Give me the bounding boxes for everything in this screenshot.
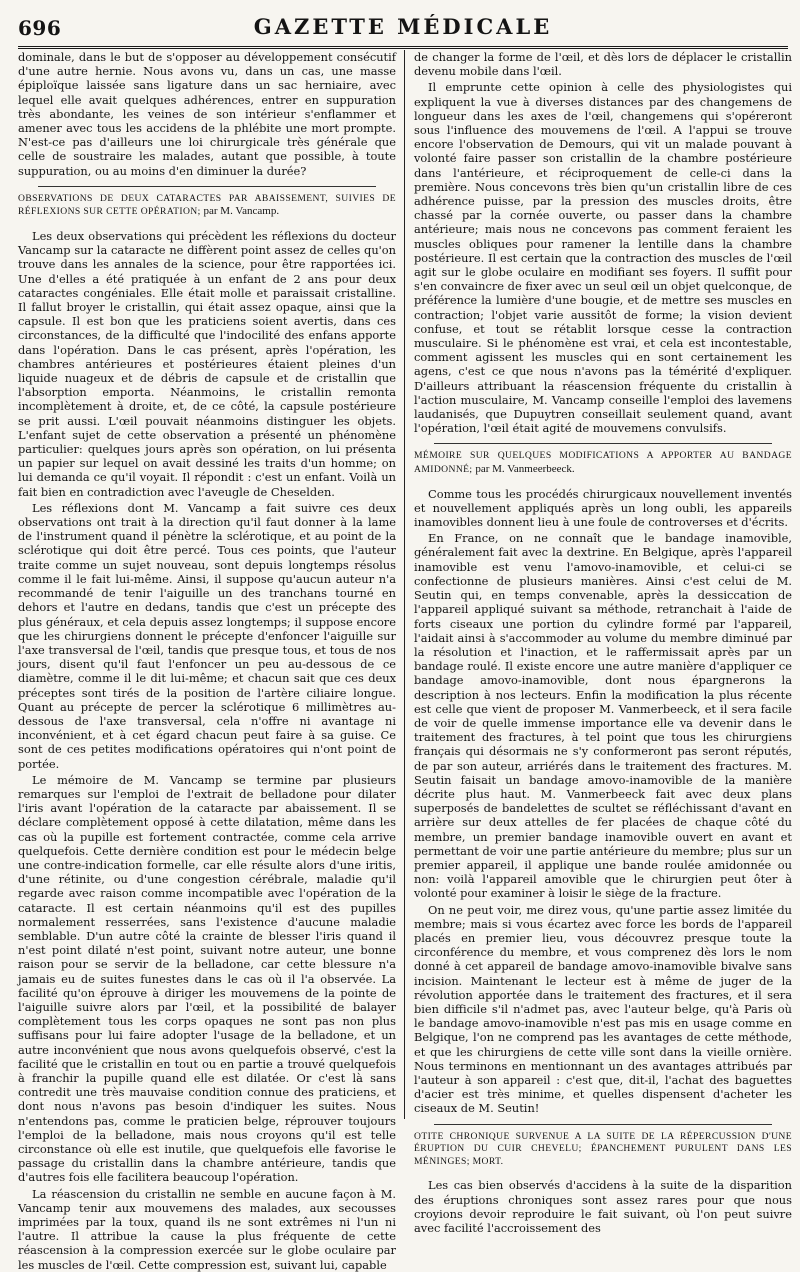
right-column: [405, 50, 792, 1235]
page-number: 696: [18, 16, 62, 40]
body-paragraph: Comme tous les procédés chirurgicaux nouvellement inventés et nouvellement appliqués après un long oubli, les appareils inamovibles donnent lieu à une foule de controverses et d'écrits.: [414, 486, 792, 530]
body-paragraph: On ne peut voir, me direz vous, qu'une partie assez limitée du membre; mais si vous écartez avec force les bords de l'appareil placés en premier lieu, vous découvrez presque toute la circonférence du membre, et vous comprenez dès lors le nom donné à cet appareil de bandage amovo-inamovible bivalve sans incision. Maintenant le lecteur est à même de juger de la révolution apportée dans le traitement des fractures, et il sera bien difficile s'il n'admet pas, avec l'auteur belge, qu'à Paris où le bandage amovo-inamovible n'est pas mis en usage comme en Belgique, l'on ne comprend pas les avantages de cette méthode, et que les chirurgiens de cette ville sont dans la vieille ornière. Nous terminons en mentionnant un des avantages attribués par l'auteur à son appareil : c'est que, dit-il, l'achat des baguettes d'acier est très minime, et quelles dispensent d'acheter les ciseaux de M. Seutin!: [414, 902, 792, 1116]
section-title-cataracts: [18, 193, 396, 219]
section-divider: [434, 443, 772, 444]
section-title-bandage: [414, 450, 792, 476]
body-paragraph: Les cas bien observés d'accidens à la suite de la disparition des éruptions chroniques sont assez rares pour que nous croyions devoir reproduire le fait suivant, où l'on peut suivre avec facilité l'accroissement des: [414, 1178, 792, 1235]
left-column: [18, 50, 404, 1272]
section-author: par M. Vancamp.: [203, 205, 280, 218]
body-paragraph: Il emprunte cette opinion à celle des physiologistes qui expliquent la vue à diverses distances par des changemens de longueur dans les axes de l'œil, changemens qui s'opéreront sous l'influence des mouvemens de l'œil. A l'appui se trouve encore l'observation de Demours, qui vit un malade pouvant à volonté faire passer son cristallin de la chambre postérieure dans l'antérieure, et réciproquement de celle-ci dans la première. Nous concevons très bien qu'un cristallin libre de ces adhérence puisse, par la pression des muscles droits, être chassé par la cornée ouverte, ou passer dans la chambre antérieure; mais nous ne concevons pas comment feraient les muscles obliques pour ramener la lentille dans la chambre postérieure. Il est certain que la contraction des muscles de l'œil agit sur le globe oculaire en modifiant ses foyers. Il suffit pour s'en convaincre de fixer avec un seul œil un objet quelconque, de préférence la lumière d'une bougie, et de mettre ses muscles en contraction; l'objet varie aussitôt de forme; la vision devient confuse, et tout se rétablit lorsque cesse la contraction musculaire. Si le phénomène est vrai, et cela est incontestable, comment agissent les muscles qui en sont certainement les agens, c'est ce que nous n'avons pas la témérité d'expliquer. D'ailleurs attribuant la réascension fréquente du cristallin à l'action musculaire, M. Vancamp conseille l'emploi des lavemens laudanisés, que Dupuytren conseillait seulement quand, avant l'opération, l'œil était agité de mouvemens convulsifs.: [414, 80, 792, 436]
body-paragraph: La réascension du cristallin ne semble en aucune façon à M. Vancamp tenir aux mouvemens des malades, aux secousses imprimées par la toux, quand ils ne sont extrêmes ni l'un ni l'autre. Il attribue la cause la plus fréquente de cette réascension à la compression exercée sur le globe oculaire par les muscles de l'œil. Cette compression est, suivant lui, capable: [18, 1186, 396, 1272]
article-columns: [18, 50, 792, 1272]
section-author: par M. Vanmeerbeeck.: [475, 463, 575, 476]
continued-paragraph: dominale, dans le but de s'opposer au développement consécutif d'une autre hernie. Nous avons vu, dans un cas, une masse épiploïque laissée sans ligature dans un sac herniaire, avec lequel elle avait quelques adhérences, entrer en suppuration très abondante, les veines de son intérieur s'enflammer et amener avec tous les accidens de la phlébite une mort prompte. N'est-ce pas d'ailleurs une loi chirurgicale très générale que celle de soustraire les malades, autant que possible, à toute suppuration, ou au moins d'en diminuer la durée?: [18, 50, 396, 178]
body-paragraph: Le mémoire de M. Vancamp se termine par plusieurs remarques sur l'emploi de l'extrait de belladone pour dilater l'iris avant l'opération de la cataracte par abaissement. Il se déclare complètement opposé à cette dilatation, même dans les cas où la pupille est fortement contractée, comme cela arrive quelquefois. Cette dernière condition est pour le médecin belge une contre-indication formelle, car elle résulte alors d'une iritis, d'une rétinite, ou d'une congestion cérébrale, maladie qu'il regarde avec raison comme incompatible avec l'opération de la cataracte. Il est certain néanmoins qu'il est des pupilles normalement resserrées, sans l'existence d'aucune maladie semblable. D'un autre côté la crainte de blesser l'iris quand il n'est point dilaté n'est point, suivant notre auteur, une bonne raison pour se servir de la belladone, car cette blessure n'a jamais eu de suites funestes dans le cas où il l'a observée. La facilité qu'on éprouve à diriger les mouvemens de la pointe de l'aiguille suivre alors par l'œil, et la possibilité de balayer complètement tous les corps opaques ne sont pas non plus suffisans pour lui faire adopter l'usage de la belladone, et un autre inconvénient que nous avons quelquefois observé, c'est la facilité que le cristallin en tout ou en partie a trouvé quelquefois à franchir la pupille quand elle est dilatée. Or c'est là sans contredit une très mauvaise condition connue des praticiens, et dont nous n'avons pas besoin d'indiquer les suites. Nous n'entendons pas, comme le praticien belge, réprouver toujours l'emploi de la belladone, mais nous croyons qu'il est telle circonstance où elle est inutile, que quelquefois elle favorise le passage du cristallin dans la chambre antérieure, tandis que d'autres fois elle facilitera beaucoup l'opération.: [18, 772, 396, 1185]
continued-paragraph: de changer la forme de l'œil, et dès lors de déplacer le cristallin devenu mobile dans l'œil.: [414, 50, 792, 79]
section-title-text: MÉMOIRE SUR QUELQUES MODIFICATIONS A APPORTER AU BANDAGE AMIDONNÉ;: [414, 450, 792, 476]
journal-title: GAZETTE MÉDICALE: [253, 14, 553, 39]
page-header: [18, 10, 788, 49]
body-paragraph: En France, on ne connaît que le bandage inamovible, généralement fait avec la dextrine. En Belgique, après l'appareil inamovible est venu l'amovo-inamovible, et celui-ci se confectionne de plusieurs manières. Ainsi c'est celui de M. Seutin qui, en temps convenable, après la dessiccation de l'appareil appliqué suivant sa méthode, retranchait à l'aide de forts ciseaux une portion du cylindre formé par l'appareil, l'aidait ainsi à s'accommoder au volume du membre diminué par la résolution et l'inaction, et le raffermissait après par un bandage roulé. Il existe encore une autre manière d'appliquer ce bandage amovo-inamovible, dont nous épargnerons la description à nos lecteurs. Enfin la modification la plus récente est celle que vient de proposer M. Vanmerbeeck, et il sera facile de voir de quelle immense importance elle va devenir dans le traitement des fractures, à tel point que tous les chirurgiens français qui désormais ne s'y conformeront pas seront réputés, de par son auteur, arriérés dans le traitement des fractures. M. Seutin faisait un bandage amovo-inamovible de la manière décrite plus haut. M. Vanmerbeeck fait avec deux plans superposés de bandelettes de scultet se réfléchissant d'avant en arrière sur deux attelles de fer placées de chaque côté du membre, un premier bandage inamovible ouvert en avant et permettant de voir une partie antérieure du membre; plus sur un premier appareil, il applique une bande roulée amidonnée ou non: voilà l'appareil amovible que le chirurgien peut ôter à volonté pour examiner à loisir le siège de la fracture.: [414, 531, 792, 901]
section-title-otitis: [414, 1131, 792, 1169]
section-divider: [38, 186, 376, 187]
body-paragraph: Les deux observations qui précèdent les réflexions du docteur Vancamp sur la cataracte ne diffèrent point assez de celles qu'on trouve dans les annales de la science, pour être rapportées ici. Une d'elles a été pratiquée à un enfant de 2 ans pour deux cataractes congéniales. Elle était molle et paraissait cristalline. Il fallut broyer le cristallin, qui était assez opaque, ainsi que la capsule. Il est bon que les praticiens soient avertis, dans ces circonstances, de la difficulté que l'indocilité des enfans apporte dans l'opération. Dans le cas présent, après l'opération, les chambres antérieures et postérieures étaient pleines d'un liquide nuageux et de débris de capsule et de cristallin que l'absorption emporta. Néanmoins, le cristallin remonta incomplètement à droite, et, de ce côté, la capsule postérieure se prit aussi. L'œil pouvait néanmoins distinguer les objets. L'enfant sujet de cette observation a présenté un phénomène particulier: quelques jours après son opération, on lui présenta un papier sur lequel on avait dessiné les traits d'un homme; on lui demanda ce qu'il voyait. Il répondit : c'est un enfant. Voilà un fait bien en contradiction avec l'aveugle de Cheselden.: [18, 229, 396, 499]
body-paragraph: Les réflexions dont M. Vancamp a fait suivre ces deux observations ont trait à la direction qu'il faut donner à la lame de l'instrument quand il pénètre la sclérotique, et au point de la sclérotique qui doit être percé. Tous ces points, que l'auteur traite comme un sujet nouveau, sont depuis longtemps résolus comme il le fait lui-même. Ainsi, il suppose qu'aucun auteur n'a recommandé de tenir l'aiguille un des tranchans tourné en dehors et l'autre en dedans, tandis que c'est un précepte des plus généraux, et cela depuis assez longtemps; il suppose encore que les chirurgiens donnent le précepte d'enfoncer l'aiguille sur l'axe transversal de l'œil, tandis que presque tous, et tous de nos jours, disent qu'il faut l'enfoncer un peu au-dessous de ce diamètre, comme il le dit lui-même; et chacun sait que ces deux préceptes sont tirés de la position de l'artère ciliaire longue. Quant au précepte de percer la sclérotique 6 millimètres au-dessous de l'axe transversal, cela n'offre ni avantage ni inconvénient, et à cet égard chacun peut faire à sa guise. Ce sont de ces petites modifications opératoires qui n'ont point de portée.: [18, 500, 396, 771]
section-title-text: OTITE CHRONIQUE SURVENUE A LA SUITE DE LA RÉPERCUSSION D'UNE ÉRUPTION DU CUIR CHEVELU; ÉPANCHEMENT PURULENT DANS LES MÉNINGES; MORT.: [414, 1130, 792, 1167]
section-title-text: OBSERVATIONS DE DEUX CATARACTES PAR ABAISSEMENT, SUIVIES DE RÉFLEXIONS SUR CETTE OPÉRATION;: [18, 192, 396, 218]
section-divider: [434, 1124, 772, 1125]
